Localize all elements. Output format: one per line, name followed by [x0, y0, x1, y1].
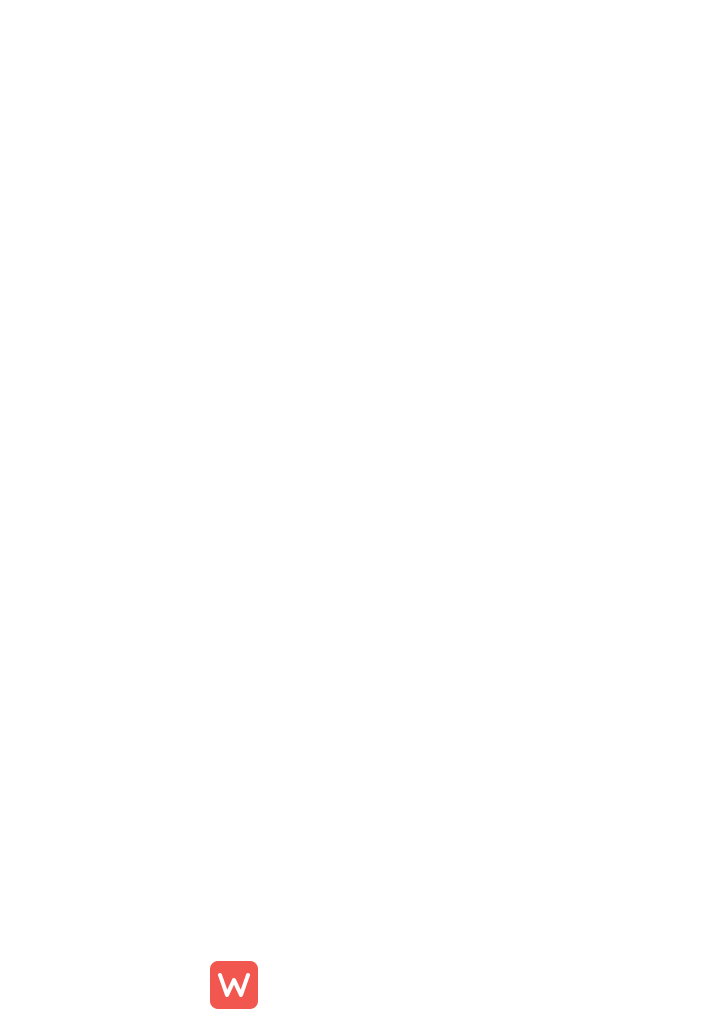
wps-edit-banner[interactable]: [210, 960, 272, 1010]
wps-logo-icon[interactable]: [210, 961, 258, 1009]
